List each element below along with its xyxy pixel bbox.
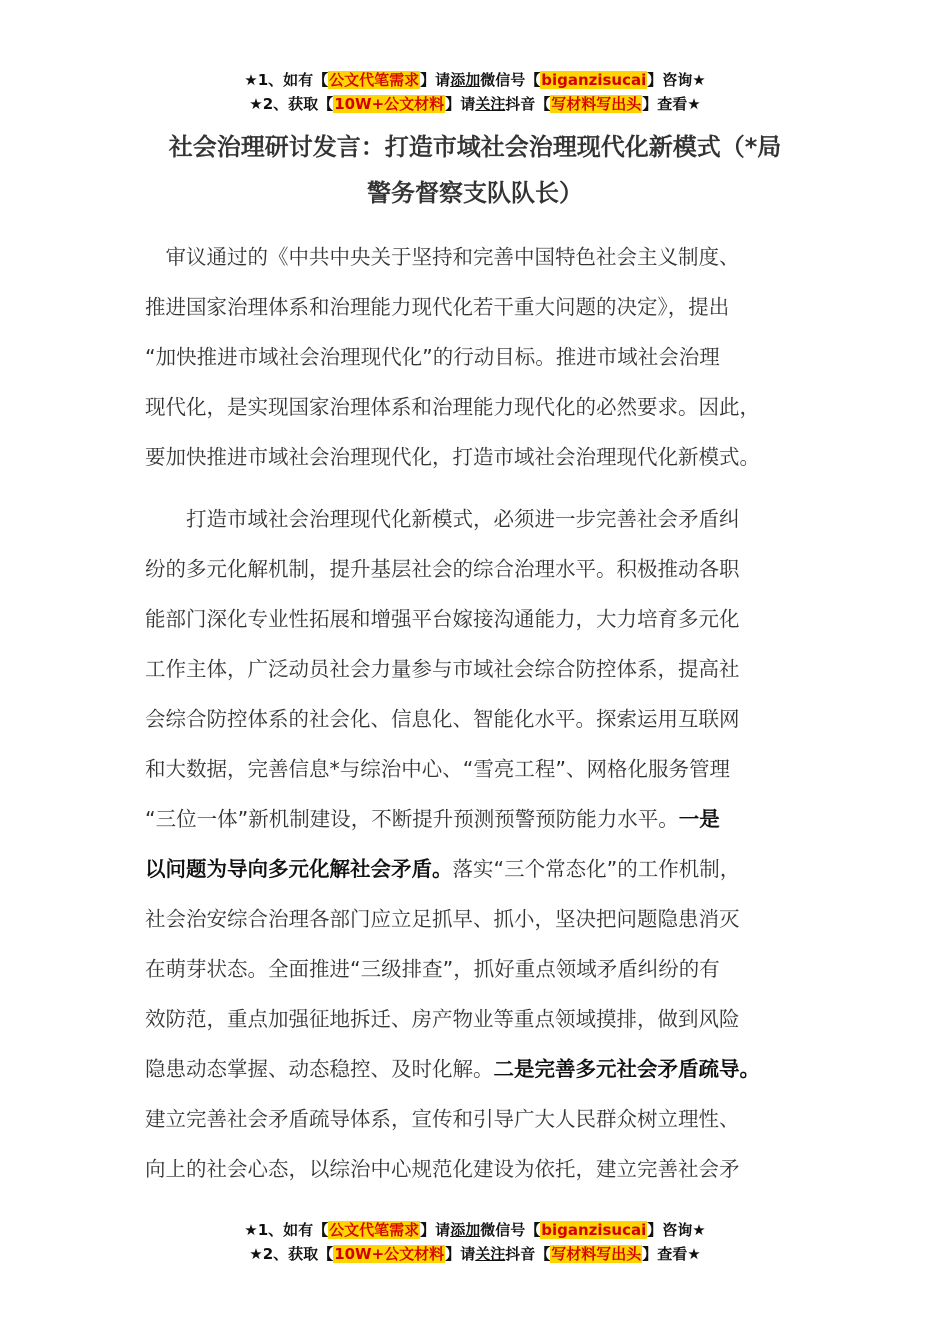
bold-heading: 一是 bbox=[678, 807, 720, 831]
document-title bbox=[120, 124, 830, 216]
promo-footer bbox=[0, 1218, 950, 1266]
text-line: 和大数据，完善信息*与综治中心、“雪亮工程”、网格化服务管理 bbox=[145, 757, 730, 781]
paragraph-1 bbox=[145, 232, 835, 482]
promo-highlight: 10W+公文材料 bbox=[334, 1245, 445, 1263]
text-line: 向上的社会心态，以综治中心规范化建设为依托，建立完善社会矛 bbox=[145, 1157, 740, 1181]
promo-line-2: ★2、获取【10W+公文材料】请关注抖音【写材料写出头】查看★ bbox=[249, 1245, 701, 1263]
text-line: 要加快推进市域社会治理现代化，打造市域社会治理现代化新模式。 bbox=[145, 445, 760, 469]
promo-line-1: ★1、如有【公文代笔需求】请添加微信号【biganzisucai】咨询★ bbox=[244, 1221, 706, 1239]
text-line: 现代化，是实现国家治理体系和治理能力现代化的必然要求。因此， bbox=[145, 395, 760, 419]
title-line-1: 社会治理研讨发言：打造市域社会治理现代化新模式（*局 bbox=[168, 133, 782, 161]
text-line: 纷的多元化解机制，提升基层社会的综合治理水平。积极推动各职 bbox=[145, 557, 740, 581]
text-line: 会综合防控体系的社会化、信息化、智能化水平。探索运用互联网 bbox=[145, 707, 740, 731]
promo-highlight: 10W+公文材料 bbox=[334, 95, 445, 113]
promo-highlight-wechat: biganzisucai bbox=[541, 71, 647, 89]
text-line: “三位一体”新机制建设，不断提升预测预警预防能力水平。一是 bbox=[145, 807, 720, 831]
text-line: 审议通过的《中共中央关于坚持和完善中国特色社会主义制度、 bbox=[145, 245, 740, 269]
promo-highlight: 公文代笔需求 bbox=[329, 71, 420, 89]
text-line: 以问题为导向多元化解社会矛盾。落实“三个常态化”的工作机制， bbox=[145, 857, 741, 881]
text-line: 社会治安综合治理各部门应立足抓早、抓小，坚决把问题隐患消灭 bbox=[145, 907, 740, 931]
text-line: 效防范，重点加强征地拆迁、房产物业等重点领域摸排，做到风险 bbox=[145, 1007, 740, 1031]
bold-heading: 二是完善多元社会矛盾疏导。 bbox=[493, 1057, 760, 1081]
promo-highlight: 公文代笔需求 bbox=[329, 1221, 420, 1239]
promo-highlight-wechat: biganzisucai bbox=[541, 1221, 647, 1239]
paragraph-2 bbox=[145, 494, 835, 1194]
promo-line-1: ★1、如有【公文代笔需求】请添加微信号【biganzisucai】咨询★ bbox=[244, 71, 706, 89]
promo-highlight-douyin: 写材料写出头 bbox=[551, 1245, 642, 1263]
promo-highlight-douyin: 写材料写出头 bbox=[551, 95, 642, 113]
bold-heading: 以问题为导向多元化解社会矛盾。 bbox=[145, 857, 453, 881]
text-line: “加快推进市域社会治理现代化”的行动目标。推进市域社会治理 bbox=[145, 345, 720, 369]
title-line-2: 警务督察支队队长） bbox=[367, 179, 583, 207]
text-line: 打造市域社会治理现代化新模式，必须进一步完善社会矛盾纠 bbox=[145, 507, 740, 531]
promo-line-2: ★2、获取【10W+公文材料】请关注抖音【写材料写出头】查看★ bbox=[249, 95, 701, 113]
text-line: 在萌芽状态。全面推进“三级排查”，抓好重点领域矛盾纠纷的有 bbox=[145, 957, 720, 981]
text-line: 工作主体，广泛动员社会力量参与市域社会综合防控体系，提高社 bbox=[145, 657, 740, 681]
promo-header bbox=[0, 68, 950, 116]
text-line: 能部门深化专业性拓展和增强平台嫁接沟通能力，大力培育多元化 bbox=[145, 607, 740, 631]
text-line: 推进国家治理体系和治理能力现代化若干重大问题的决定》，提出 bbox=[145, 295, 730, 319]
text-line: 隐患动态掌握、动态稳控、及时化解。二是完善多元社会矛盾疏导。 bbox=[145, 1057, 760, 1081]
text-line: 建立完善社会矛盾疏导体系，宣传和引导广大人民群众树立理性、 bbox=[145, 1107, 740, 1131]
